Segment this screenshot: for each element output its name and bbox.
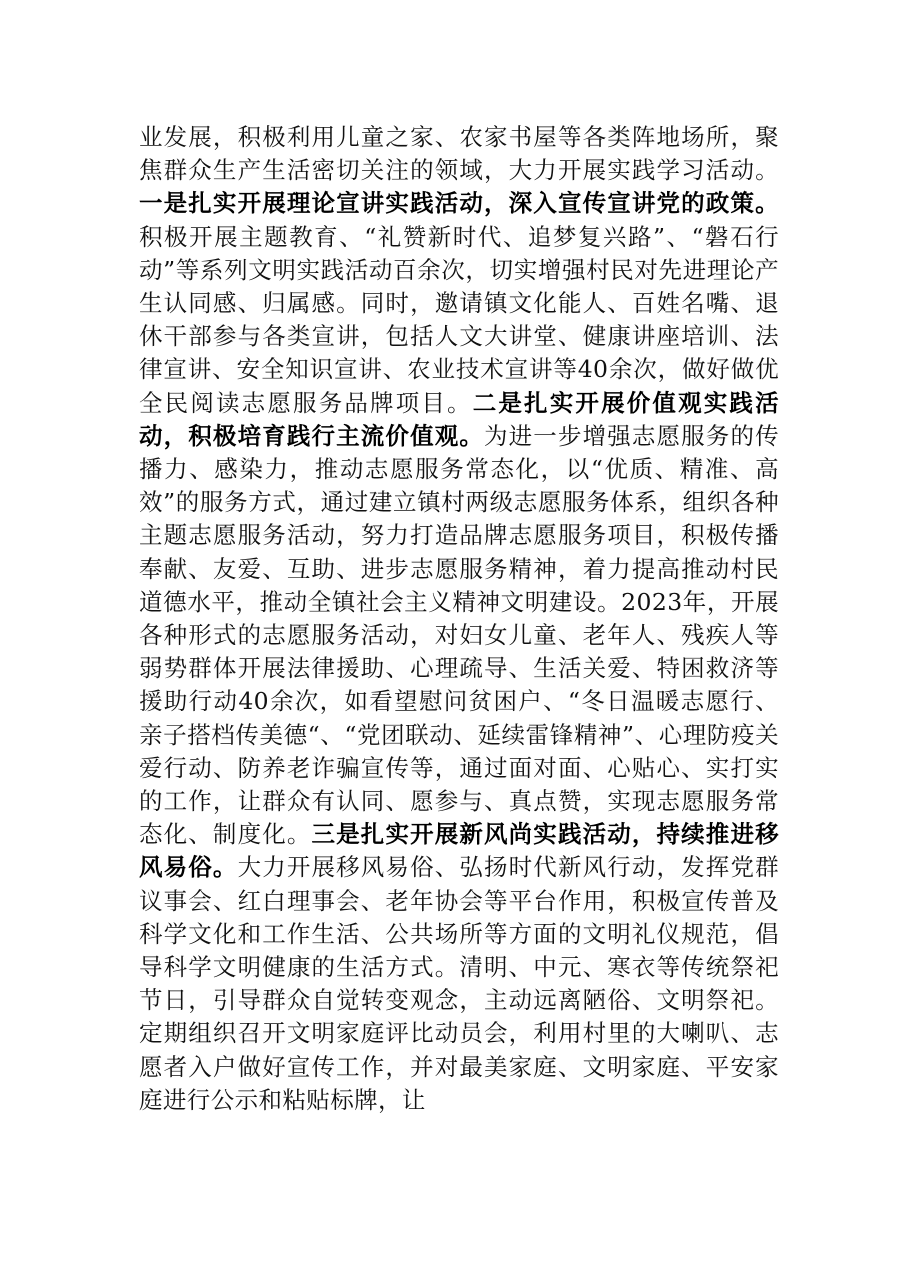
- text-segment: 为进一步增强志愿服务的传播力、感染力，推动志愿服务常态化，以“优质、精准、高效”的服务方式，通过建立镇村两级志愿服务体系，组织各种主题志愿服务活动，努力打造品牌志愿服务项目，积极传播奉献、友爱、互助、进步志愿服务精神，着力提高推动村民道德水平，推动全镇社会主义精神文明建设。2023年，开展各种形式的志愿服务活动，对妇女儿童、老年人、残疾人等弱势群体开展法律援助、心理疏导、生活关爱、特困救济等援助行动40余次，如看望慰问贫困户、“冬日温暖志愿行、亲子搭档传美德“、“党团联动、延续雷锋精神”、心理防疫关爱行动、防养老诈骗宣传等，通过面对面、心贴心、实打实的工作，让群众有认同、愿参与、真点赞，实现志愿服务常态化、制度化。: [139, 421, 779, 849]
- text-segment: 积极开展主题教育、“礼赞新时代、追梦复兴路”、“磐石行动”等系列文明实践活动百余次，切实增强村民对先进理论产生认同感、归属感。同时，邀请镇文化能人、百姓名嘴、退休干部参与各类宣讲，包括人文大讲堂、健康讲座培训、法律宣讲、安全知识宣讲、农业技术宣讲等40余次，做好做优全民阅读志愿服务品牌项目。: [139, 222, 779, 417]
- body-paragraph: [139, 121, 779, 1117]
- text-segment: 大力开展移风易俗、弘扬时代新风行动，发挥党群议事会、红白理事会、老年协会等平台作用，积极宣传普及科学文化和工作生活、公共场所等方面的文明礼仪规范，倡导科学文明健康的生活方式。清明、中元、寒衣等传统祭祀节日，引导群众自觉转变观念，主动远离陋俗、文明祭祀。定期组织召开文明家庭评比动员会，利用村里的大喇叭、志愿者入户做好宣传工作，并对最美家庭、文明家庭、平安家庭进行公示和粘贴标牌，让: [139, 853, 779, 1114]
- heading-point-three: 三是扎实开展新风尚实践活动，持续推进移风易俗。: [139, 820, 779, 882]
- heading-point-one: 一是扎实开展理论宣讲实践活动，深入宣传宣讲党的政策。: [139, 189, 779, 218]
- heading-point-two: 二是扎实开展价值观实践活动，积极培育践行主流价值观。: [139, 388, 779, 450]
- text-segment: 业发展，积极利用儿童之家、农家书屋等各类阵地场所，聚焦群众生产生活密切关注的领域，大力开展实践学习活动。: [139, 123, 779, 185]
